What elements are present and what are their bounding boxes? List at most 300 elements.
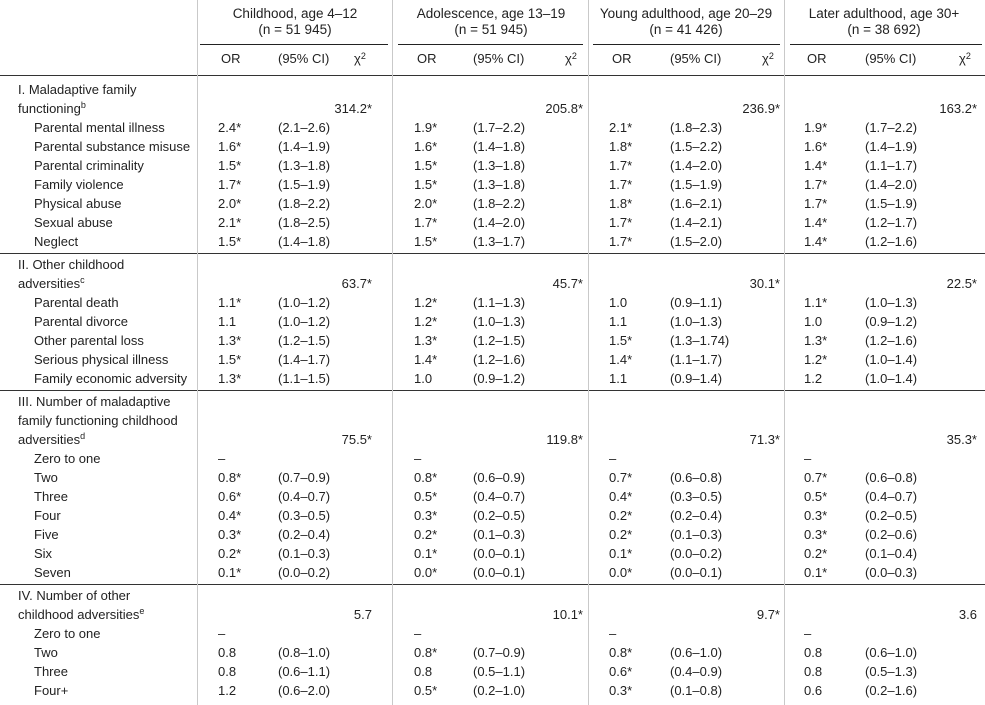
odds-ratio-value: 1.3* bbox=[218, 371, 242, 386]
odds-ratio-value: 1.9* bbox=[804, 120, 828, 135]
odds-ratio-value: 1.3* bbox=[804, 333, 828, 348]
odds-ratio-value: 0.8 bbox=[414, 664, 433, 679]
footnote-marker: c bbox=[80, 275, 85, 285]
section-title-row bbox=[0, 605, 985, 624]
or-column-header: OR bbox=[221, 51, 241, 66]
odds-ratio-value: 0.1* bbox=[218, 565, 242, 580]
row-label: Five bbox=[34, 527, 59, 542]
confidence-interval-value: (1.4–2.0) bbox=[865, 177, 918, 192]
odds-ratio-value: 1.0 bbox=[609, 295, 628, 310]
odds-ratio-value: 0.2* bbox=[609, 527, 633, 542]
chi-square-value: 75.5* bbox=[341, 432, 372, 447]
odds-ratio-value: 0.2* bbox=[414, 527, 438, 542]
confidence-interval-value: (0.7–0.9) bbox=[473, 645, 526, 660]
group-title: Young adulthood, age 20–29 bbox=[599, 6, 773, 21]
odds-ratio-value: 2.1* bbox=[218, 215, 242, 230]
confidence-interval-value: (0.2–1.0) bbox=[473, 683, 526, 698]
section-title-row bbox=[0, 392, 985, 411]
group-rule bbox=[398, 44, 583, 45]
odds-ratio-value: 0.3* bbox=[218, 527, 242, 542]
confidence-interval-value: (0.4–0.7) bbox=[865, 489, 918, 504]
ci-column-header: (95% CI) bbox=[670, 51, 722, 66]
or-column-header: OR bbox=[417, 51, 437, 66]
confidence-interval-value: (1.4–2.0) bbox=[670, 158, 723, 173]
confidence-interval-value: (1.2–1.6) bbox=[865, 333, 918, 348]
row-label: Four bbox=[34, 508, 61, 523]
odds-ratio-value: 0.7* bbox=[609, 470, 633, 485]
group-n: (n = 41 426) bbox=[649, 22, 723, 37]
odds-ratio-value: 1.5* bbox=[218, 158, 242, 173]
odds-ratio-value: 0.8 bbox=[218, 664, 237, 679]
table-row bbox=[0, 525, 985, 544]
confidence-interval-value: (1.5–2.0) bbox=[670, 234, 723, 249]
or-column-header: OR bbox=[612, 51, 632, 66]
chi-square-value: 45.7* bbox=[552, 276, 583, 291]
section-title: functioning$^b$ bbox=[18, 100, 86, 116]
row-label: Four+ bbox=[34, 683, 69, 698]
or-column-header: OR bbox=[807, 51, 827, 66]
odds-ratio-value: 1.3* bbox=[414, 333, 438, 348]
confidence-interval-value: (0.0–0.1) bbox=[670, 565, 723, 580]
confidence-interval-value: (0.5–1.1) bbox=[473, 664, 526, 679]
odds-ratio-value: 1.7* bbox=[218, 177, 242, 192]
confidence-interval-value: (0.0–0.3) bbox=[865, 565, 918, 580]
confidence-interval-value: (0.1–0.3) bbox=[473, 527, 526, 542]
section-divider bbox=[0, 253, 985, 254]
odds-ratio-value: 0.7* bbox=[804, 470, 828, 485]
odds-ratio-value: 0.6* bbox=[218, 489, 242, 504]
confidence-interval-value: (1.3–1.8) bbox=[278, 158, 331, 173]
odds-ratio-value: 1.1 bbox=[609, 371, 628, 386]
section-title-row bbox=[0, 80, 985, 99]
odds-ratio-value: 0.5* bbox=[804, 489, 828, 504]
confidence-interval-value: (1.2–1.5) bbox=[278, 333, 331, 348]
odds-ratio-value: 1.6* bbox=[804, 139, 828, 154]
confidence-interval-value: (0.1–0.8) bbox=[670, 683, 723, 698]
chi-square-value: 35.3* bbox=[946, 432, 977, 447]
confidence-interval-value: (0.9–1.1) bbox=[670, 295, 723, 310]
confidence-interval-value: (0.1–0.3) bbox=[670, 527, 723, 542]
chi-square-superscript: 2 bbox=[768, 51, 774, 61]
column-separator bbox=[392, 0, 393, 705]
odds-ratio-value: 1.1* bbox=[804, 295, 828, 310]
footnote-marker: b bbox=[80, 100, 86, 110]
section-title-row bbox=[0, 99, 985, 118]
confidence-interval-value: (1.5–2.2) bbox=[670, 139, 723, 154]
confidence-interval-value: (1.4–2.1) bbox=[670, 215, 723, 230]
column-separator bbox=[588, 0, 589, 705]
confidence-interval-value: (0.2–0.5) bbox=[473, 508, 526, 523]
table-row bbox=[0, 468, 985, 487]
confidence-interval-value: (1.3–1.74) bbox=[670, 333, 730, 348]
row-label: Three bbox=[34, 664, 68, 679]
chi-square-value: 71.3* bbox=[749, 432, 780, 447]
row-label: Parental death bbox=[34, 295, 119, 310]
odds-ratio-value: 0.4* bbox=[609, 489, 633, 504]
confidence-interval-value: (0.2–0.4) bbox=[670, 508, 723, 523]
confidence-interval-value: (1.6–2.1) bbox=[670, 196, 723, 211]
confidence-interval-value: (1.4–2.0) bbox=[473, 215, 526, 230]
confidence-interval-value: (0.6–1.0) bbox=[865, 645, 918, 660]
odds-ratio-value: – bbox=[218, 626, 226, 641]
header-bottom-rule bbox=[0, 75, 985, 76]
confidence-interval-value: (0.9–1.2) bbox=[473, 371, 526, 386]
table-row bbox=[0, 293, 985, 312]
column-separator bbox=[784, 0, 785, 705]
odds-ratio-value: 1.5* bbox=[218, 352, 242, 367]
confidence-interval-value: (1.4–1.9) bbox=[278, 139, 331, 154]
odds-ratio-value: 0.1* bbox=[804, 565, 828, 580]
odds-ratio-value: – bbox=[804, 626, 812, 641]
confidence-interval-value: (1.1–1.7) bbox=[865, 158, 918, 173]
odds-ratio-value: 1.1* bbox=[218, 295, 242, 310]
row-label: Parental criminality bbox=[34, 158, 144, 173]
odds-ratio-value: 1.2* bbox=[804, 352, 828, 367]
confidence-interval-value: (0.9–1.4) bbox=[670, 371, 723, 386]
odds-ratio-value: 1.2* bbox=[414, 295, 438, 310]
confidence-interval-value: (1.3–1.7) bbox=[473, 234, 526, 249]
odds-ratio-value: 1.4* bbox=[804, 215, 828, 230]
confidence-interval-value: (0.6–0.9) bbox=[473, 470, 526, 485]
confidence-interval-value: (0.5–1.3) bbox=[865, 664, 918, 679]
table-row bbox=[0, 449, 985, 468]
group-title: Later adulthood, age 30+ bbox=[808, 6, 960, 21]
chi-square-value: 9.7* bbox=[756, 607, 780, 622]
confidence-interval-value: (0.1–0.4) bbox=[865, 546, 918, 561]
confidence-interval-value: (1.2–1.6) bbox=[473, 352, 526, 367]
table-row bbox=[0, 681, 985, 700]
section-title-row bbox=[0, 411, 985, 430]
table-row bbox=[0, 331, 985, 350]
table-row bbox=[0, 232, 985, 251]
confidence-interval-value: (1.3–1.8) bbox=[473, 158, 526, 173]
group-n: (n = 51 945) bbox=[454, 22, 528, 37]
odds-ratio-value: 1.8* bbox=[609, 196, 633, 211]
row-label: Seven bbox=[34, 565, 71, 580]
ci-column-header: (95% CI) bbox=[473, 51, 525, 66]
chi-square-value: 236.9* bbox=[742, 101, 780, 116]
chi-square-value: 5.7 bbox=[353, 607, 372, 622]
chi-square-value: 314.2* bbox=[334, 101, 372, 116]
footnote-marker: d bbox=[80, 431, 86, 441]
chi-square-value: 205.8* bbox=[545, 101, 583, 116]
row-label: Family violence bbox=[34, 177, 124, 192]
odds-ratio-value: 1.4* bbox=[609, 352, 633, 367]
confidence-interval-value: (0.0–0.1) bbox=[473, 546, 526, 561]
table-row bbox=[0, 213, 985, 232]
odds-ratio-value: 0.0* bbox=[609, 565, 633, 580]
odds-ratio-value: 1.0 bbox=[414, 371, 433, 386]
confidence-interval-value: (0.9–1.2) bbox=[865, 314, 918, 329]
confidence-interval-value: (0.0–0.2) bbox=[278, 565, 331, 580]
confidence-interval-value: (0.2–0.6) bbox=[865, 527, 918, 542]
confidence-interval-value: (2.1–2.6) bbox=[278, 120, 331, 135]
section-title-row bbox=[0, 430, 985, 449]
table-row bbox=[0, 544, 985, 563]
odds-ratio-value: 2.0* bbox=[218, 196, 242, 211]
confidence-interval-value: (1.4–1.8) bbox=[473, 139, 526, 154]
confidence-interval-value: (1.8–2.5) bbox=[278, 215, 331, 230]
confidence-interval-value: (0.6–0.8) bbox=[670, 470, 723, 485]
odds-ratio-value: 0.1* bbox=[414, 546, 438, 561]
odds-ratio-value: – bbox=[609, 626, 617, 641]
odds-ratio-value: 1.4* bbox=[804, 158, 828, 173]
group-header-childhood bbox=[200, 6, 390, 38]
row-label: Six bbox=[34, 546, 53, 561]
odds-ratio-value: 2.1* bbox=[609, 120, 633, 135]
chi-square-column-header: $\chi^2$ bbox=[565, 51, 577, 66]
confidence-interval-value: (1.2–1.6) bbox=[865, 234, 918, 249]
section-title: adversities$^d$ bbox=[18, 431, 86, 447]
row-label: Zero to one bbox=[34, 626, 101, 641]
odds-ratio-value: 0.6 bbox=[804, 683, 823, 698]
confidence-interval-value: (1.0–1.4) bbox=[865, 371, 918, 386]
chi-square-value: 63.7* bbox=[341, 276, 372, 291]
odds-ratio-value: 0.1* bbox=[609, 546, 633, 561]
confidence-interval-value: (1.1–1.7) bbox=[670, 352, 723, 367]
chi-square-value: 163.2* bbox=[939, 101, 977, 116]
row-label: Two bbox=[34, 470, 58, 485]
odds-ratio-value: 1.5* bbox=[414, 158, 438, 173]
confidence-interval-value: (0.3–0.5) bbox=[670, 489, 723, 504]
table-row bbox=[0, 194, 985, 213]
section-title: I. Maladaptive family bbox=[18, 82, 137, 97]
odds-ratio-value: 1.7* bbox=[414, 215, 438, 230]
table-row bbox=[0, 312, 985, 331]
odds-ratio-value: 1.0 bbox=[804, 314, 823, 329]
odds-ratio-value: 0.8 bbox=[804, 664, 823, 679]
confidence-interval-value: (1.8–2.3) bbox=[670, 120, 723, 135]
odds-ratio-value: 0.6* bbox=[609, 664, 633, 679]
table-row bbox=[0, 506, 985, 525]
odds-ratio-value: 1.5* bbox=[609, 333, 633, 348]
section-divider bbox=[0, 584, 985, 585]
table-row bbox=[0, 624, 985, 643]
confidence-interval-value: (1.2–1.7) bbox=[865, 215, 918, 230]
confidence-interval-value: (1.4–1.8) bbox=[278, 234, 331, 249]
chi-square-superscript: 2 bbox=[360, 51, 366, 61]
section-title: IV. Number of other bbox=[18, 588, 131, 603]
odds-ratio-value: 1.7* bbox=[804, 177, 828, 192]
odds-ratio-value: 0.3* bbox=[804, 508, 828, 523]
odds-ratio-value: 0.8* bbox=[414, 645, 438, 660]
chi-square-value: 30.1* bbox=[749, 276, 780, 291]
chi-square-column-header: $\chi^2$ bbox=[354, 51, 366, 66]
odds-ratio-value: 1.5* bbox=[414, 177, 438, 192]
odds-ratio-value: 1.9* bbox=[414, 120, 438, 135]
group-n: (n = 38 692) bbox=[847, 22, 921, 37]
odds-ratio-value: 1.8* bbox=[609, 139, 633, 154]
group-header-adolescence bbox=[396, 6, 586, 38]
group-title: Childhood, age 4–12 bbox=[232, 6, 358, 21]
group-n: (n = 51 945) bbox=[258, 22, 332, 37]
confidence-interval-value: (0.6–1.1) bbox=[278, 664, 331, 679]
odds-ratio-value: 1.1 bbox=[609, 314, 628, 329]
odds-ratio-value: 0.5* bbox=[414, 683, 438, 698]
confidence-interval-value: (1.3–1.8) bbox=[473, 177, 526, 192]
odds-ratio-value: 1.5* bbox=[218, 234, 242, 249]
confidence-interval-value: (1.7–2.2) bbox=[865, 120, 918, 135]
group-header-later-adulthood bbox=[787, 6, 981, 38]
odds-ratio-value: 1.2 bbox=[218, 683, 237, 698]
confidence-interval-value: (1.1–1.3) bbox=[473, 295, 526, 310]
odds-ratio-value: 0.3* bbox=[609, 683, 633, 698]
odds-ratio-value: 0.2* bbox=[804, 546, 828, 561]
row-label: Zero to one bbox=[34, 451, 101, 466]
row-label: Parental divorce bbox=[34, 314, 128, 329]
confidence-interval-value: (1.0–1.2) bbox=[278, 314, 331, 329]
table-row bbox=[0, 662, 985, 681]
confidence-interval-value: (1.2–1.5) bbox=[473, 333, 526, 348]
confidence-interval-value: (1.0–1.3) bbox=[670, 314, 723, 329]
row-label: Two bbox=[34, 645, 58, 660]
confidence-interval-value: (0.4–0.7) bbox=[278, 489, 331, 504]
odds-ratio-value: 0.0* bbox=[414, 565, 438, 580]
section-title: family functioning childhood bbox=[18, 413, 178, 428]
confidence-interval-value: (1.4–1.7) bbox=[278, 352, 331, 367]
row-label: Parental mental illness bbox=[34, 120, 165, 135]
odds-ratio-value: 0.8* bbox=[414, 470, 438, 485]
ci-column-header: (95% CI) bbox=[865, 51, 917, 66]
row-label: Neglect bbox=[34, 234, 79, 249]
confidence-interval-value: (0.6–1.0) bbox=[670, 645, 723, 660]
chi-square-value: 10.1* bbox=[552, 607, 583, 622]
odds-ratio-value: 1.2* bbox=[414, 314, 438, 329]
table-row bbox=[0, 487, 985, 506]
confidence-interval-value: (1.7–2.2) bbox=[473, 120, 526, 135]
confidence-interval-value: (0.6–2.0) bbox=[278, 683, 331, 698]
section-title: adversities$^c$ bbox=[18, 275, 85, 291]
section-title: childhood adversities$^e$ bbox=[18, 606, 145, 622]
odds-ratio-value: 1.2 bbox=[804, 371, 823, 386]
confidence-interval-value: (0.2–1.6) bbox=[865, 683, 918, 698]
odds-ratio-value: – bbox=[414, 451, 422, 466]
row-label: Other parental loss bbox=[34, 333, 144, 348]
odds-ratio-value: – bbox=[218, 451, 226, 466]
odds-ratio-value: 1.4* bbox=[804, 234, 828, 249]
odds-ratio-value: 0.3* bbox=[804, 527, 828, 542]
odds-ratio-value: 2.4* bbox=[218, 120, 242, 135]
odds-ratio-value: 0.8* bbox=[609, 645, 633, 660]
table-row bbox=[0, 137, 985, 156]
row-label: Three bbox=[34, 489, 68, 504]
odds-ratio-value: – bbox=[414, 626, 422, 641]
chi-square-value: 22.5* bbox=[946, 276, 977, 291]
table-row bbox=[0, 643, 985, 662]
section-title-row bbox=[0, 274, 985, 293]
row-label: Family economic adversity bbox=[34, 371, 188, 386]
group-rule bbox=[200, 44, 388, 45]
odds-ratio-value: 1.7* bbox=[609, 234, 633, 249]
odds-ratio-value: 1.1 bbox=[218, 314, 237, 329]
odds-ratio-value: 1.7* bbox=[609, 215, 633, 230]
group-rule bbox=[593, 44, 780, 45]
footnote-marker: e bbox=[139, 606, 145, 616]
confidence-interval-value: (1.0–1.4) bbox=[865, 352, 918, 367]
chi-square-column-header: $\chi^2$ bbox=[762, 51, 774, 66]
confidence-interval-value: (0.7–0.9) bbox=[278, 470, 331, 485]
confidence-interval-value: (0.6–0.8) bbox=[865, 470, 918, 485]
odds-ratio-value: – bbox=[609, 451, 617, 466]
confidence-interval-value: (1.8–2.2) bbox=[278, 196, 331, 211]
group-header-young-adulthood bbox=[589, 6, 783, 38]
chi-square-superscript: 2 bbox=[965, 51, 971, 61]
ci-column-header: (95% CI) bbox=[278, 51, 330, 66]
confidence-interval-value: (0.3–0.5) bbox=[278, 508, 331, 523]
chi-square-superscript: 2 bbox=[571, 51, 577, 61]
confidence-interval-value: (0.0–0.1) bbox=[473, 565, 526, 580]
chi-square-value: 3.6 bbox=[958, 607, 977, 622]
odds-ratio-value: 1.7* bbox=[609, 177, 633, 192]
row-label: Sexual abuse bbox=[34, 215, 113, 230]
confidence-interval-value: (1.5–1.9) bbox=[670, 177, 723, 192]
confidence-interval-value: (1.5–1.9) bbox=[865, 196, 918, 211]
table-row bbox=[0, 118, 985, 137]
table-row bbox=[0, 156, 985, 175]
odds-ratio-value: 0.2* bbox=[218, 546, 242, 561]
odds-ratio-value: 2.0* bbox=[414, 196, 438, 211]
confidence-interval-value: (0.4–0.9) bbox=[670, 664, 723, 679]
chi-square-column-header: $\chi^2$ bbox=[959, 51, 971, 66]
confidence-interval-value: (0.2–0.5) bbox=[865, 508, 918, 523]
odds-ratio-value: 1.5* bbox=[414, 234, 438, 249]
table-row bbox=[0, 175, 985, 194]
odds-ratio-value: 0.3* bbox=[414, 508, 438, 523]
confidence-interval-value: (1.8–2.2) bbox=[473, 196, 526, 211]
confidence-interval-value: (1.4–1.9) bbox=[865, 139, 918, 154]
confidence-interval-value: (1.0–1.2) bbox=[278, 295, 331, 310]
confidence-interval-value: (1.1–1.5) bbox=[278, 371, 331, 386]
odds-ratio-value: 1.7* bbox=[804, 196, 828, 211]
row-label: Parental substance misuse bbox=[34, 139, 191, 154]
odds-ratio-value: 1.6* bbox=[218, 139, 242, 154]
odds-ratio-value: 1.6* bbox=[414, 139, 438, 154]
odds-ratio-value: 1.7* bbox=[609, 158, 633, 173]
table-row bbox=[0, 369, 985, 388]
row-label: Serious physical illness bbox=[34, 352, 169, 367]
odds-ratio-value: 0.8 bbox=[804, 645, 823, 660]
odds-ratio-value: 0.8 bbox=[218, 645, 237, 660]
confidence-interval-value: (0.4–0.7) bbox=[473, 489, 526, 504]
odds-ratio-value: 0.8* bbox=[218, 470, 242, 485]
section-title-row bbox=[0, 586, 985, 605]
confidence-interval-value: (1.5–1.9) bbox=[278, 177, 331, 192]
row-label: Physical abuse bbox=[34, 196, 122, 211]
section-divider bbox=[0, 390, 985, 391]
odds-ratio-value: 1.3* bbox=[218, 333, 242, 348]
section-title: III. Number of maladaptive bbox=[18, 394, 171, 409]
confidence-interval-value: (0.1–0.3) bbox=[278, 546, 331, 561]
group-rule bbox=[790, 44, 982, 45]
table-row bbox=[0, 350, 985, 369]
confidence-interval-value: (0.2–0.4) bbox=[278, 527, 331, 542]
column-separator bbox=[197, 0, 198, 705]
group-title: Adolescence, age 13–19 bbox=[416, 6, 566, 21]
odds-ratio-value: 0.2* bbox=[609, 508, 633, 523]
confidence-interval-value: (0.8–1.0) bbox=[278, 645, 331, 660]
chi-square-value: 119.8* bbox=[546, 432, 583, 447]
confidence-interval-value: (0.0–0.2) bbox=[670, 546, 723, 561]
confidence-interval-value: (1.0–1.3) bbox=[473, 314, 526, 329]
section-title-row bbox=[0, 255, 985, 274]
table-row bbox=[0, 563, 985, 582]
odds-ratio-value: 0.4* bbox=[218, 508, 242, 523]
odds-ratio-value: – bbox=[804, 451, 812, 466]
odds-ratio-value: 1.4* bbox=[414, 352, 438, 367]
confidence-interval-value: (1.0–1.3) bbox=[865, 295, 918, 310]
section-title: II. Other childhood bbox=[18, 257, 125, 272]
odds-ratio-value: 0.5* bbox=[414, 489, 438, 504]
